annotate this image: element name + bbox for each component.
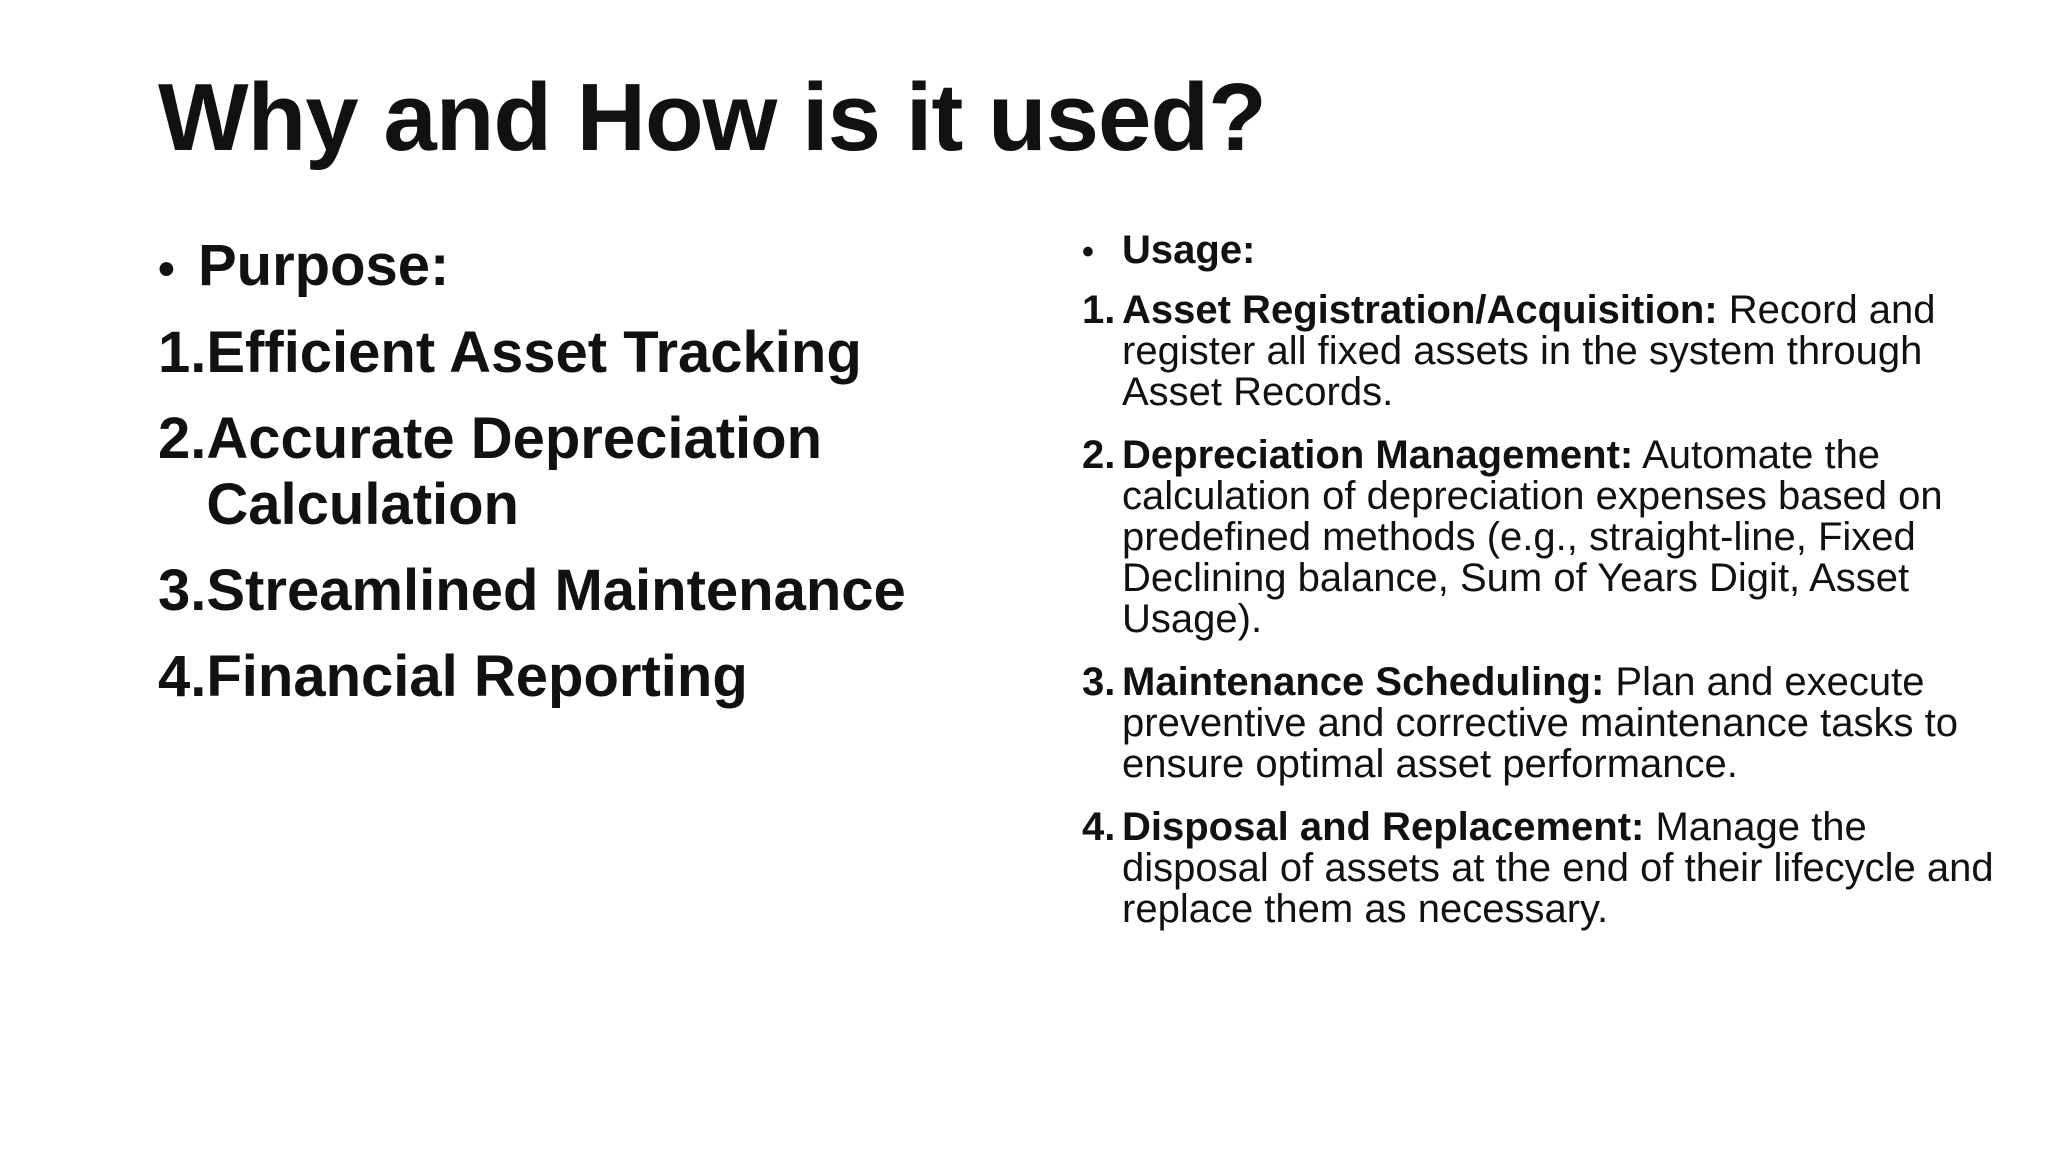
item-body xyxy=(1122,807,2002,930)
item-lead: Asset Registration/Acquisition: xyxy=(1122,288,1718,332)
usage-heading: Usage: xyxy=(1122,228,1256,272)
purpose-column xyxy=(158,232,1018,730)
purpose-heading: Purpose: xyxy=(198,233,450,298)
bullet-icon: • xyxy=(158,243,175,296)
item-number: 3. xyxy=(1082,660,1116,704)
usage-item xyxy=(1082,807,2002,930)
item-lead: Depreciation Management: xyxy=(1122,433,1634,477)
slide-title: Why and How is it used? xyxy=(158,64,1266,171)
item-text: Efficient Asset Tracking xyxy=(206,320,862,385)
item-number: 4. xyxy=(1082,805,1116,849)
purpose-item xyxy=(158,644,1018,710)
usage-list xyxy=(1082,290,2002,930)
item-text: Record and register all fixed assets in the system through Asset Records. xyxy=(1122,288,1936,414)
item-number: 1. xyxy=(158,320,207,385)
item-body xyxy=(1122,662,2002,785)
item-text: Manage the disposal of assets at the end of their lifecycle and replace them as necessary. xyxy=(1122,805,1994,931)
item-lead: Maintenance Scheduling: xyxy=(1122,660,1605,704)
item-body xyxy=(1122,435,2002,640)
usage-heading-row xyxy=(1082,226,2002,276)
item-number: 2. xyxy=(1082,433,1116,477)
item-number: 2. xyxy=(158,406,207,471)
item-text: Financial Reporting xyxy=(206,644,748,709)
bullet-icon: • xyxy=(1082,233,1094,271)
item-text: Plan and execute preventive and corrective maintenance tasks to ensure optimal asset performance. xyxy=(1122,660,1958,786)
purpose-list xyxy=(158,320,1018,710)
usage-item xyxy=(1082,290,2002,413)
item-text: Streamlined Maintenance xyxy=(206,558,906,623)
item-number: 3. xyxy=(158,558,207,623)
item-number: 1. xyxy=(1082,288,1116,332)
item-lead: Disposal and Replacement: xyxy=(1122,805,1645,849)
purpose-item xyxy=(158,558,1018,624)
usage-item xyxy=(1082,662,2002,785)
purpose-item xyxy=(158,320,1018,386)
usage-item xyxy=(1082,435,2002,640)
purpose-heading-row xyxy=(158,232,1018,304)
purpose-item xyxy=(158,406,1018,538)
usage-column xyxy=(1082,226,2002,952)
item-body xyxy=(1122,290,2002,413)
item-text: Automate the calculation of depreciation expenses based on predefined methods (e.g., straight-line, Fixed Declining balance, Sum of Years Digit, Asset Usage). xyxy=(1122,433,1943,641)
item-text: Accurate Depreciation Calculation xyxy=(206,406,823,537)
item-number: 4. xyxy=(158,644,207,709)
